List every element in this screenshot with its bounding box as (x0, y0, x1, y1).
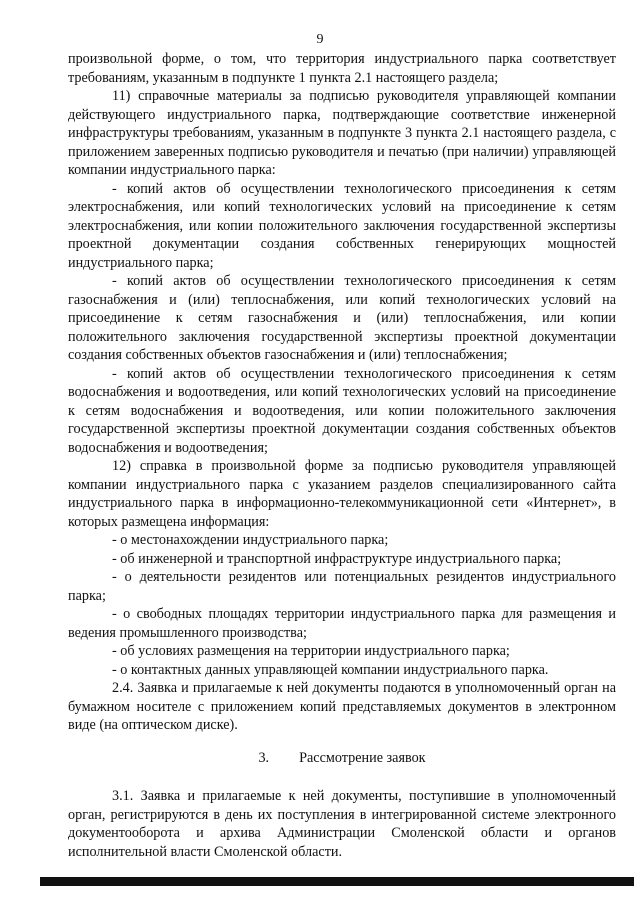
document-body (68, 50, 616, 861)
paragraph-3-1: 3.1. Заявка и прилагаемые к ней документы, поступившие в уполномоченный орган, регистрируются в день их поступления в интегрированной системе электронного документооборота и архива Администрации Смоленской области и органов исполнительной власти Смоленской области. (68, 788, 616, 860)
list-item-residents: - о деятельности резидентов или потенциальных резидентов индустриального парка; (68, 569, 616, 604)
list-item-water: - копий актов об осуществлении технологического присоединения к сетям водоснабжения и водоотведения, или копий технологических условий на присоединение к сетям водоснабжения и водоотведения, или копии положительного заключения государственной экспертизы проектной документации создания собственных объектов водоснабжения и водоотведения; (68, 365, 616, 456)
list-item-location: - о местонахождении индустриального парка; (112, 532, 389, 548)
section-heading (68, 749, 616, 768)
list-item-gas-heat: - копий актов об осуществлении технологического присоединения к сетям газоснабжения и (или) теплоснабжения, или копий технологических условий на присоединение к сетям газоснабжения и (или) теплоснабжения, или копии положительного заключения государственной экспертизы проектной документации создания собственных объектов газоснабжения и (или) теплоснабжения; (68, 273, 616, 363)
paragraph-continuation: произвольной форме, о том, что территория индустриального парка соответствует требованиям, указанным в подпункте 1 пункта 2.1 настоящего раздела; (68, 51, 616, 86)
bottom-scan-edge (40, 877, 634, 886)
paragraph-item-12: 12) справка в произвольной форме за подписью руководителя управляющей компании индустриального парка с указанием разделов специализированного сайта индустриального парка в информационно-телекоммуникационной сети «Интернет», в которых размещена информация: (68, 458, 616, 530)
list-item-free-areas: - о свободных площадях территории индустриального парка для размещения и ведения промышленного производства; (68, 606, 616, 641)
list-item-infrastructure: - об инженерной и транспортной инфраструктуре индустриального парка; (112, 550, 562, 567)
list-item-contacts: - о контактных данных управляющей компании индустриального парка. (112, 661, 549, 678)
list-item-conditions: - об условиях размещения на территории индустриального парка; (112, 643, 510, 659)
paragraph-item-11: 11) справочные материалы за подписью руководителя управляющей компании действующего индустриального парка, подтверждающие соответствие инженерной инфраструктуры требованиям, указанным в подпункте 3 пункта 2.1 настоящего раздела, с приложением заверенных подписью руководителя и печатью (при наличии) управляющей компании индустриального парка: (68, 88, 616, 178)
list-item-electricity: - копий актов об осуществлении технологического присоединения к сетям электроснабжения, или копий технологических условий на присоединение к сетям электроснабжения, или копии положительного заключения государственной экспертизы проектной документации создания собственных генерирующих мощностей индустриального парка; (68, 180, 616, 271)
section-number: 3. (258, 749, 270, 766)
section-title: Рассмотрение заявок (299, 749, 426, 766)
page-number: 9 (316, 32, 324, 47)
paragraph-2-4: 2.4. Заявка и прилагаемые к ней документы подаются в уполномоченный орган на бумажном носителе с приложением копий представляемых документов в электронном виде (на оптическом диске). (68, 680, 616, 733)
